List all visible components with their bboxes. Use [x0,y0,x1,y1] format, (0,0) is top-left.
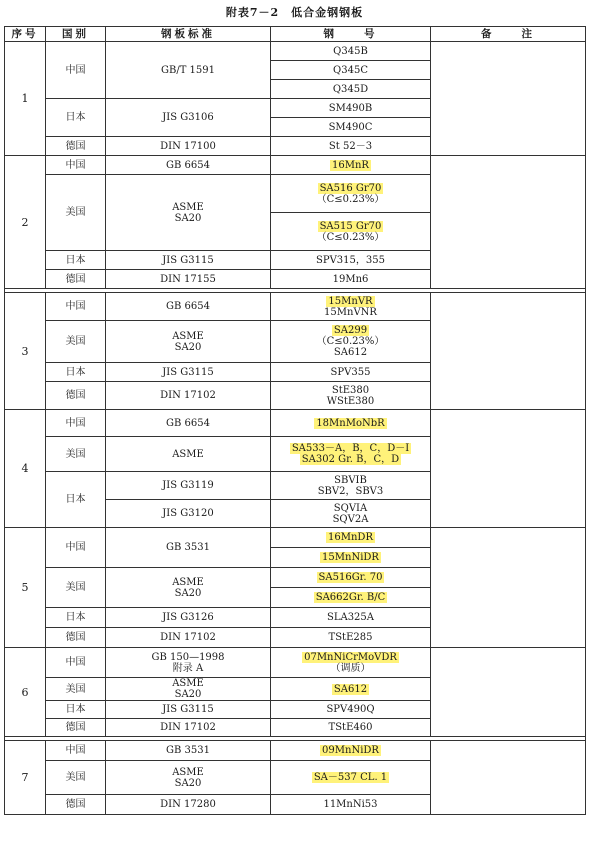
grade-text: Q345B [333,45,368,57]
standard-text: GB/T 1591 [160,64,215,76]
highlighted-grade: 16MnR [332,159,369,171]
standard-text: ASME [172,576,204,588]
country-cell: 中国 [46,741,106,761]
standard-text: ASME [172,766,204,778]
grade-line [273,652,428,663]
country-cell: 美国 [46,175,106,251]
grade-text: （调质） [330,662,371,674]
grade-line [273,296,428,307]
grade-line [273,274,428,285]
grade-text: 15MnVNR [324,306,377,318]
grade-cell [271,61,431,80]
remarks-cell [431,741,586,815]
country-cell: 日本 [46,472,106,528]
standard-text: JIS G3106 [162,112,214,123]
standard-cell [106,42,271,99]
grade-cell [271,719,431,737]
grade-line [273,532,428,543]
table-body [5,42,586,815]
highlighted-grade: 18MnMoNbR [316,417,385,429]
standard-text: JIS G3115 [162,704,214,715]
grade-cell [271,293,431,321]
country-cell: 日本 [46,363,106,382]
grade-text: SBV2，SBV3 [317,485,384,497]
standard-cell [106,99,271,137]
standard-text: ASME [172,448,204,460]
country-cell: 中国 [46,528,106,568]
standard-cell [106,137,271,156]
grade-line [273,592,428,603]
remarks-cell [431,410,586,528]
country-cell: 美国 [46,437,106,472]
country-cell: 美国 [46,761,106,795]
standard-cell [106,156,271,175]
remarks-cell [431,293,586,410]
remarks-cell [431,156,586,289]
grade-cell [271,213,431,251]
standard-text: ASME [172,330,204,342]
grade-line [273,486,428,497]
standard-text: SA20 [174,341,202,353]
grade-line [273,684,428,695]
country-cell: 德国 [46,795,106,815]
grade-line [273,704,428,715]
grade-cell [271,528,431,548]
grade-cell [271,175,431,213]
grade-line [273,503,428,514]
grade-text: TStE285 [328,632,373,643]
grade-text: SBVIB [334,474,367,486]
grade-line [273,65,428,76]
grade-cell [271,628,431,648]
standard-cell [106,175,271,251]
grade-line [273,194,428,205]
grade-line [273,221,428,232]
grade-line [273,475,428,486]
grade-line [273,454,428,465]
grade-text: SM490C [328,121,373,133]
grade-text: SPV355 [330,366,371,378]
seq-cell: 3 [5,293,46,410]
grade-cell [271,701,431,719]
grade-cell [271,648,431,678]
standard-cell [106,382,271,410]
highlighted-grade: SA302 Gr. B，C，D [301,454,400,465]
grade-cell [271,761,431,795]
highlighted-grade: SA662Gr. B/C [315,592,386,603]
grade-line [273,385,428,396]
standard-text: SA20 [174,777,202,789]
header-standard: 钢板标准 [106,27,271,42]
highlighted-grade: SA515 Gr70 [319,220,382,232]
standard-cell [106,678,271,701]
highlighted-grade: SA612 [333,683,368,695]
highlighted-grade: 07MnNiCrMoVDR [304,651,397,663]
seq-cell: 6 [5,648,46,737]
standard-text: JIS G3120 [162,508,214,519]
grade-line [273,443,428,454]
highlighted-grade: SA516Gr. 70 [318,572,383,583]
standard-text: DIN 17102 [160,722,216,733]
grade-line [273,141,428,152]
country-cell: 美国 [46,321,106,363]
country-cell: 日本 [46,701,106,719]
country-cell: 日本 [46,251,106,270]
standard-cell [106,363,271,382]
standard-cell [106,251,271,270]
seq-cell: 7 [5,741,46,815]
highlighted-grade: SA533－A，B，C，D－I [291,443,410,454]
table-row [5,528,586,548]
grade-line [273,799,428,810]
standard-cell [106,795,271,815]
remarks-cell [431,42,586,156]
steel-plate-table [4,26,586,815]
standard-text: 附录 A [172,662,204,674]
seq-cell: 5 [5,528,46,648]
grade-cell [271,156,431,175]
standard-cell [106,472,271,500]
highlighted-grade: SA299 [333,325,368,336]
table-title: 附表7－2 低合金钢钢板 [225,6,364,19]
standard-text: GB 3531 [166,745,210,756]
standard-cell [106,741,271,761]
standard-cell [106,293,271,321]
highlighted-grade: 15MnNiDR [322,552,379,563]
grade-line [273,84,428,95]
standard-text: SA20 [174,212,202,224]
standard-cell [106,437,271,472]
grade-line [273,122,428,133]
table-row [5,293,586,321]
grade-text: St 52－3 [328,140,373,152]
table-row [5,42,586,61]
grade-line [273,255,428,266]
grade-text: （C≤0.23%） [316,231,385,243]
table-row [5,741,586,761]
grade-cell [271,321,431,363]
grade-cell [271,678,431,701]
grade-text: SQV2A [332,513,369,525]
header-grade: 钢 号 [271,27,431,42]
grade-text: SA612 [333,347,368,358]
grade-text: WStE380 [326,395,375,407]
grade-line [273,183,428,194]
remarks-cell [431,648,586,737]
grade-line [273,46,428,57]
country-cell: 美国 [46,568,106,608]
grade-cell [271,608,431,628]
grade-line [273,307,428,318]
country-cell: 日本 [46,99,106,137]
standard-text: JIS G3115 [162,254,214,266]
grade-line [273,396,428,407]
standard-text: DIN 17155 [160,273,216,285]
grade-cell [271,80,431,99]
standard-cell [106,321,271,363]
grade-cell [271,270,431,289]
country-cell: 美国 [46,678,106,701]
grade-line [273,103,428,114]
grade-cell [271,382,431,410]
header-seq: 序号 [5,27,46,42]
table-row [5,156,586,175]
seq-cell: 2 [5,156,46,289]
grade-cell [271,472,431,500]
standard-text: SA20 [174,689,202,700]
grade-cell [271,137,431,156]
standard-text: DIN 17100 [160,140,216,152]
standard-cell [106,761,271,795]
grade-text: SM490B [328,102,373,114]
seq-cell: 1 [5,42,46,156]
seq-cell: 4 [5,410,46,528]
grade-line [273,160,428,171]
country-cell: 德国 [46,719,106,737]
grade-line [273,772,428,783]
country-cell: 德国 [46,628,106,648]
grade-line [273,663,428,674]
standard-text: JIS G3115 [162,366,214,378]
table-row [5,410,586,437]
country-cell: 中国 [46,156,106,175]
grade-line [273,232,428,243]
grade-cell [271,588,431,608]
grade-cell [271,42,431,61]
standard-text: SA20 [174,587,202,599]
grade-line [273,745,428,756]
standard-text: GB 150—1998 [151,651,225,663]
country-cell: 中国 [46,648,106,678]
table-row [5,648,586,678]
grade-cell [271,410,431,437]
grade-text: Q345D [332,83,369,95]
grade-line [273,552,428,563]
standard-text: JIS G3119 [162,480,214,491]
header-country: 国别 [46,27,106,42]
country-cell: 中国 [46,410,106,437]
grade-line [273,367,428,378]
standard-text: GB 3531 [166,542,210,553]
country-cell: 中国 [46,42,106,99]
country-cell: 德国 [46,382,106,410]
standard-cell [106,701,271,719]
grade-cell [271,99,431,118]
grade-text: SPV315，355 [316,254,385,266]
grade-cell [271,795,431,815]
header-remarks: 备 注 [431,27,586,42]
grade-text: （C≤0.23%） [316,336,385,347]
grade-cell [271,568,431,588]
standard-text: JIS G3126 [162,612,214,623]
grade-cell [271,437,431,472]
grade-line [273,514,428,525]
country-cell: 德国 [46,137,106,156]
country-cell: 中国 [46,293,106,321]
grade-line [273,418,428,429]
standard-cell [106,528,271,568]
grade-text: 19Mn6 [332,273,369,285]
standard-cell [106,568,271,608]
standard-text: GB 6654 [166,301,210,312]
highlighted-grade: 09MnNiDR [322,745,379,756]
standard-cell [106,500,271,528]
highlighted-grade: 16MnDR [328,532,373,543]
grade-text: TStE460 [328,722,373,733]
grade-line [273,612,428,623]
grade-text: SQVIA [333,502,368,514]
standard-text: ASME [172,678,204,689]
standard-cell [106,608,271,628]
highlighted-grade: SA516 Gr70 [319,182,382,194]
header-row [5,27,586,42]
standard-cell [106,270,271,289]
grade-line [273,632,428,643]
grade-line [273,722,428,733]
grade-text: StE380 [331,384,370,396]
standard-cell [106,648,271,678]
grade-text: 11MnNi53 [323,799,378,810]
standard-text: GB 6654 [166,159,210,171]
country-cell: 德国 [46,270,106,289]
standard-cell [106,410,271,437]
grade-text: SPV490Q [326,704,375,715]
highlighted-grade: SA－537 CL. 1 [313,772,388,783]
grade-cell [271,118,431,137]
grade-line [273,325,428,336]
grade-line [273,572,428,583]
standard-text: DIN 17102 [160,632,216,643]
standard-cell [106,628,271,648]
grade-line [273,347,428,358]
grade-cell [271,741,431,761]
grade-line [273,336,428,347]
grade-cell [271,251,431,270]
grade-cell [271,363,431,382]
standard-text: ASME [172,201,204,213]
grade-text: （C≤0.23%） [316,193,385,205]
grade-cell [271,548,431,568]
standard-cell [106,719,271,737]
remarks-cell [431,528,586,648]
standard-text: DIN 17280 [160,799,216,810]
grade-text: SLA325A [326,612,375,623]
grade-text: Q345C [333,64,368,76]
highlighted-grade: 15MnVR [328,295,373,307]
country-cell: 日本 [46,608,106,628]
grade-cell [271,500,431,528]
standard-text: GB 6654 [166,417,210,429]
standard-text: DIN 17102 [160,390,216,401]
